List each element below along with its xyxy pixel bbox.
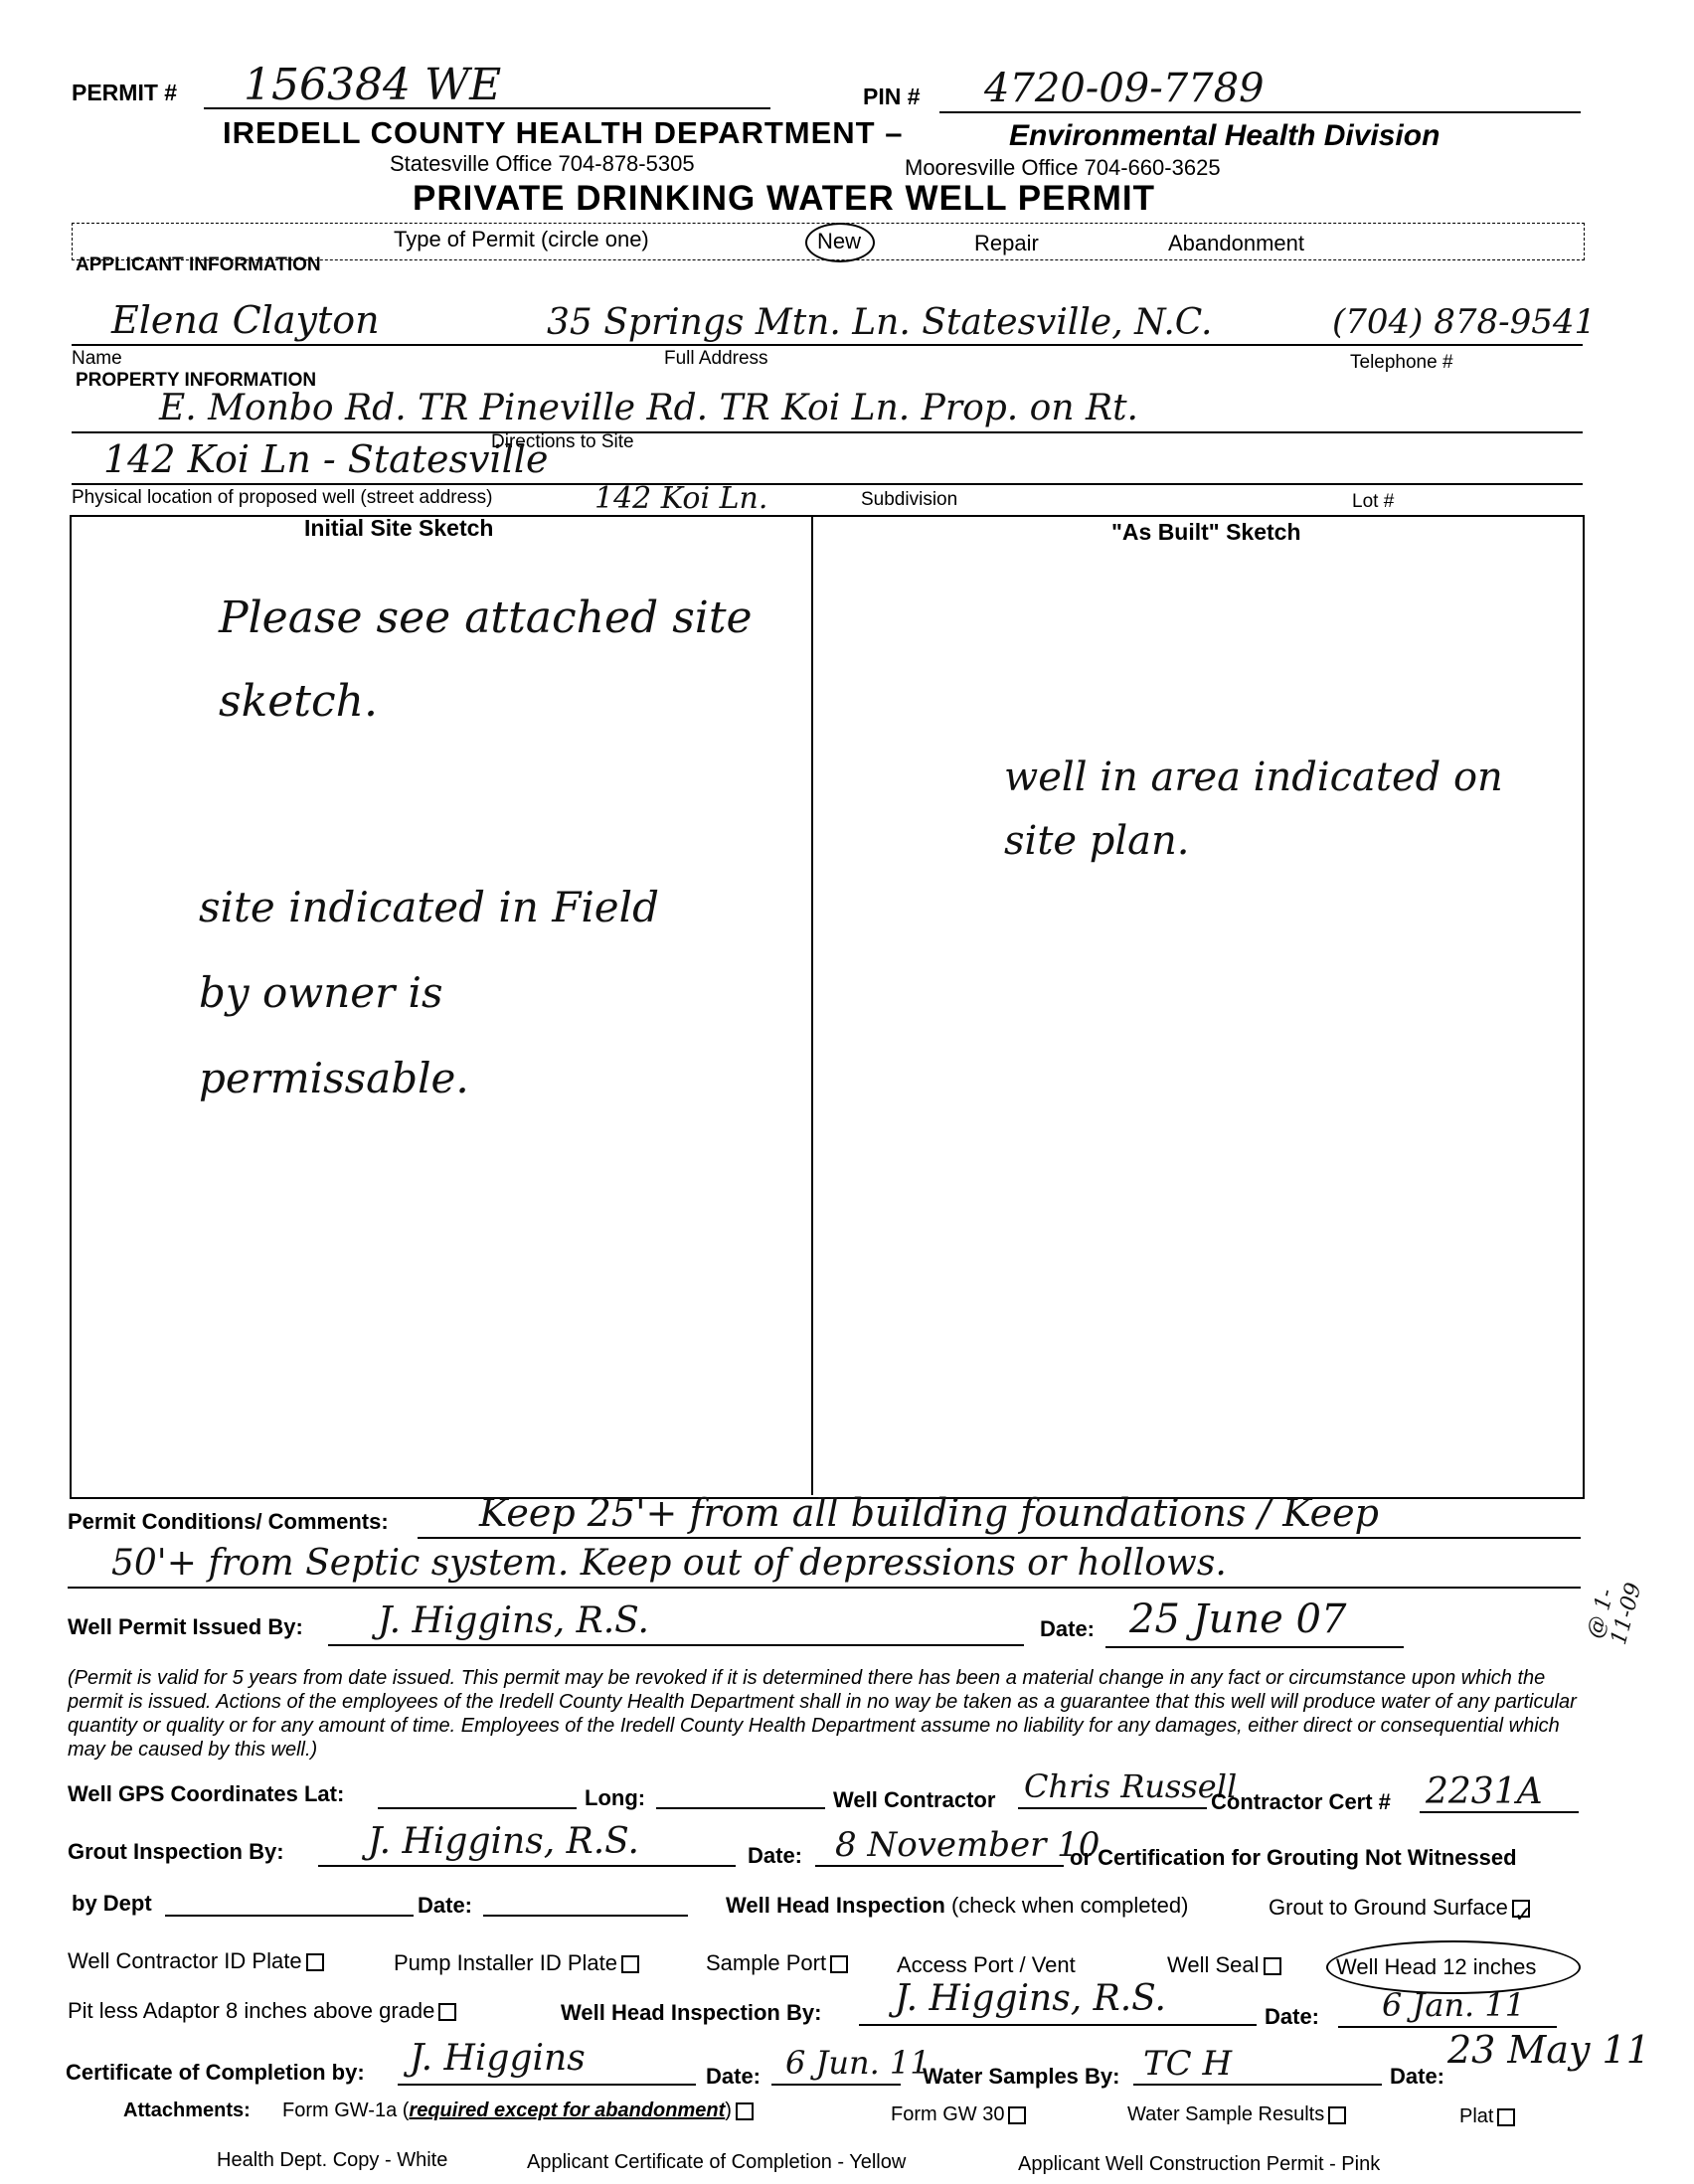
footer-copy-white: Health Dept. Copy - White: [217, 2149, 448, 2171]
location-handwritten[interactable]: 142 Koi Ln - Statesville: [103, 437, 549, 481]
wellhead-check-note: (check when completed): [950, 1893, 1189, 1918]
location-caption: Physical location of proposed well (street address): [72, 487, 493, 508]
form-gw1a-checkbox[interactable]: [736, 2102, 754, 2120]
grout-date-label: Date:: [748, 1843, 803, 1868]
conditions-line-1[interactable]: Keep 25'+ from all building foundations / Keep: [479, 1491, 1379, 1535]
permit-type-repair[interactable]: Repair: [974, 231, 1039, 255]
property-section-label: PROPERTY INFORMATION: [76, 370, 317, 391]
contractor-value[interactable]: Chris Russell: [1024, 1767, 1238, 1805]
conditions-line-2[interactable]: 50'+ from Septic system. Keep out of depressions or hollows.: [111, 1543, 1227, 1584]
lot-caption: Lot #: [1352, 491, 1395, 512]
wellhead-date-label: Date:: [1265, 2004, 1320, 2029]
samples-date-value[interactable]: 23 May 11: [1447, 2028, 1650, 2072]
permit-number[interactable]: 156384 WE: [244, 60, 502, 110]
form-gw1a-suffix: ): [725, 2100, 732, 2121]
completion-date-value[interactable]: 6 Jun. 11: [785, 2044, 931, 2082]
margin-note: @ 1-11-09: [1582, 1580, 1647, 1648]
initial-sketch-note-2[interactable]: site indicated in Field by owner is permissable.: [199, 883, 659, 1102]
well-seal-checkbox[interactable]: [1264, 1957, 1281, 1975]
completion-signature[interactable]: J. Higgins: [410, 2038, 586, 2079]
samples-by-value[interactable]: TC H: [1143, 2044, 1233, 2084]
sample-port-checkbox[interactable]: [830, 1955, 848, 1973]
wellhead-label: Well Head Inspection: [726, 1893, 945, 1918]
sample-results-item[interactable]: [1127, 2103, 1346, 2126]
pump-plate-label: Pump Installer ID Plate: [394, 1950, 617, 1975]
sample-results-label: Water Sample Results: [1127, 2103, 1325, 2125]
telephone-caption: Telephone #: [1350, 352, 1453, 373]
department-name: IREDELL COUNTY HEALTH DEPARTMENT –: [223, 115, 904, 150]
plat-checkbox[interactable]: [1497, 2108, 1515, 2126]
contractor-plate-label: Well Contractor ID Plate: [68, 1948, 302, 1973]
issued-by-signature[interactable]: J. Higgins, R.S.: [378, 1600, 649, 1641]
contractor-plate-checkbox[interactable]: [306, 1953, 324, 1971]
initial-sketch-title: Initial Site Sketch: [304, 515, 494, 541]
form-gw30-label: Form GW 30: [891, 2103, 1005, 2125]
plat-item[interactable]: [1459, 2105, 1515, 2128]
grout-date-value[interactable]: 8 November 10: [835, 1825, 1101, 1865]
division-name: Environmental Health Division: [1009, 119, 1440, 152]
applicant-section-label: APPLICANT INFORMATION: [76, 254, 321, 275]
contractor-label: Well Contractor: [833, 1787, 996, 1812]
wellhead-inspection-signature[interactable]: J. Higgins, R.S.: [895, 1978, 1166, 2019]
permit-type-new[interactable]: New: [817, 229, 862, 253]
grout-signature[interactable]: J. Higgins, R.S.: [368, 1821, 639, 1862]
subdivision-caption: Subdivision: [861, 489, 958, 510]
grout-surface-label: Grout to Ground Surface: [1269, 1895, 1508, 1920]
name-caption: Name: [72, 348, 122, 369]
wellhead-inspection-by-label: Well Head Inspection By:: [561, 2000, 822, 2025]
pin-number[interactable]: 4720-09-7789: [984, 66, 1265, 111]
as-built-sketch-title: "As Built" Sketch: [1111, 519, 1301, 545]
sample-port-item[interactable]: [706, 1950, 848, 1976]
contractor-plate-item[interactable]: [68, 1948, 324, 1974]
gps-long-label: Long:: [585, 1785, 646, 1810]
gps-lat-label: Well GPS Coordinates Lat:: [68, 1781, 345, 1806]
issued-by-label: Well Permit Issued By:: [68, 1614, 303, 1639]
pin-label: PIN #: [863, 84, 921, 109]
applicant-address[interactable]: 35 Springs Mtn. Ln. Statesville, N.C.: [547, 302, 1213, 343]
sketch-divider: [811, 517, 813, 1495]
access-port-label: Access Port / Vent: [897, 1952, 1076, 1977]
pump-plate-checkbox[interactable]: [621, 1955, 639, 1973]
well-seal-item[interactable]: [1167, 1952, 1281, 1978]
as-built-note[interactable]: well in area indicated on site plan.: [1004, 755, 1503, 864]
grout-surface-checkbox[interactable]: ✓: [1513, 1902, 1533, 1928]
wellhead-heading: [726, 1893, 1188, 1919]
initial-sketch-note-1[interactable]: Please see attached site sketch.: [219, 592, 753, 727]
samples-by-label: Water Samples By:: [923, 2064, 1120, 2089]
form-gw1a-item[interactable]: [282, 2100, 754, 2122]
pitless-item[interactable]: [68, 1998, 456, 2024]
issued-date-value[interactable]: 25 June 07: [1129, 1596, 1347, 1642]
permit-disclaimer: (Permit is valid for 5 years from date issued. This permit may be revoked if it is determined there has been a material change in any fact or circumstance upon which the permit is issued. Actions of the employees of the Iredell County Health Department shall in no way be taken as a guarantee that this well will produce water of any particular quantity or quality or for any amount of time. Employees of the Iredell County Health Department assume no liability for any damages, either direct or consequential which may be caused by this well.): [68, 1667, 1577, 1761]
selection-circle: [805, 223, 875, 262]
location-value[interactable]: 142 Koi Ln.: [594, 481, 768, 516]
mooresville-office: Mooresville Office 704-660-3625: [905, 155, 1221, 180]
by-dept-date-label: Date:: [418, 1893, 473, 1918]
grout-surface-item[interactable]: [1269, 1895, 1533, 1928]
form-gw30-item[interactable]: [891, 2103, 1026, 2126]
by-dept-label: by Dept: [72, 1891, 152, 1916]
applicant-name[interactable]: Elena Clayton: [111, 298, 380, 342]
permit-type-label: Type of Permit (circle one): [394, 227, 649, 252]
pump-plate-item[interactable]: [394, 1950, 639, 1976]
samples-date-label: Date:: [1390, 2064, 1445, 2089]
completion-label: Certificate of Completion by:: [66, 2060, 365, 2085]
completion-date-label: Date:: [706, 2064, 762, 2089]
attachments-label: Attachments:: [123, 2100, 251, 2121]
grout-certification-text: or Certification for Grouting Not Witnessed: [1070, 1845, 1517, 1870]
footer-copy-pink: Applicant Well Construction Permit - Pink: [1018, 2153, 1381, 2175]
sample-results-checkbox[interactable]: [1328, 2106, 1346, 2124]
contractor-cert-label: Contractor Cert #: [1211, 1789, 1391, 1814]
form-gw1a-note: required except for abandonment: [409, 2100, 726, 2121]
address-caption: Full Address: [664, 348, 768, 369]
statesville-office: Statesville Office 704-878-5305: [390, 151, 695, 176]
plat-label: Plat: [1459, 2105, 1494, 2127]
contractor-cert-value[interactable]: 2231A: [1426, 1771, 1543, 1812]
wellhead-date-value[interactable]: 6 Jan. 11: [1382, 1986, 1526, 2024]
form-title: PRIVATE DRINKING WATER WELL PERMIT: [413, 179, 1155, 218]
permit-type-abandonment[interactable]: Abandonment: [1168, 231, 1304, 255]
directions-caption: Directions to Site: [491, 431, 634, 452]
form-gw1a-prefix: Form GW-1a (: [282, 2100, 410, 2121]
well-head-12-label: Well Head 12 inches: [1336, 1954, 1537, 1979]
applicant-phone[interactable]: (704) 878-9541: [1332, 302, 1597, 342]
well-seal-label: Well Seal: [1167, 1952, 1260, 1977]
grout-label: Grout Inspection By:: [68, 1839, 284, 1864]
pitless-checkbox[interactable]: [438, 2003, 456, 2021]
directions-value[interactable]: E. Monbo Rd. TR Pineville Rd. TR Koi Ln. Prop. on Rt.: [159, 388, 1138, 428]
access-port-item[interactable]: [897, 1952, 1076, 1978]
conditions-label: Permit Conditions/ Comments:: [68, 1509, 389, 1534]
permit-label: PERMIT #: [72, 80, 178, 105]
footer-copy-yellow: Applicant Certificate of Completion - Yellow: [527, 2151, 907, 2173]
sample-port-label: Sample Port: [706, 1950, 827, 1975]
issued-date-label: Date:: [1040, 1616, 1096, 1641]
pitless-label: Pit less Adaptor 8 inches above grade: [68, 1998, 435, 2023]
form-gw30-checkbox[interactable]: [1008, 2106, 1026, 2124]
